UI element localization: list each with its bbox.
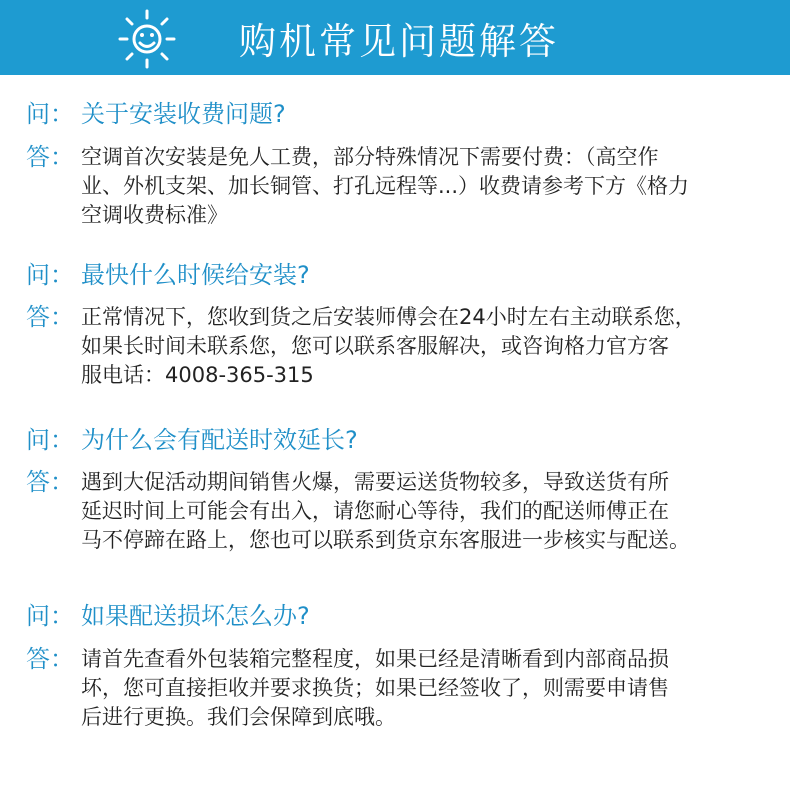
faq-answer-4 [26,645,756,732]
answer-prefix: 答： [26,645,74,673]
answer-line: 遇到大促活动期间销售火爆，需要运送货物较多，导致送货有所 [81,470,669,494]
answer-line: 请首先查看外包装箱完整程度，如果已经是清晰看到内部商品损 [81,647,669,671]
faq-question-4 [26,602,310,631]
answer-line: 延迟时间上可能会有出入，请您耐心等待，我们的配送师傅正在 [81,499,669,523]
answer-prefix: 答： [26,303,74,331]
question-text: 如果配送损坏怎么办? [81,602,310,630]
answer-prefix: 答： [26,468,74,496]
answer-text [81,468,756,555]
answer-line: 正常情况下，您收到货之后安装师傅会在24小时左右主动联系您， [81,305,696,329]
answer-text [81,303,756,390]
page-title: 购机常见问题解答 [239,19,559,63]
answer-line: 后进行更换。我们会保障到底哦。 [81,705,396,729]
answer-line: 坏，您可直接拒收并要求换货；如果已经签收了，则需要申请售 [81,676,669,700]
answer-line: 空调首次安装是免人工费，部分特殊情况下需要付费：（高空作 [81,145,659,169]
question-text: 为什么会有配送时效延长? [81,426,358,454]
question-prefix: 问： [26,426,74,454]
faq-answer-1 [26,143,756,230]
question-prefix: 问： [26,261,74,289]
sun-smiley-icon [114,7,180,69]
answer-line: 空调收费标准》 [81,203,228,227]
faq-answer-2 [26,303,756,390]
answer-prefix: 答： [26,143,74,171]
question-prefix: 问： [26,100,74,128]
faq-question-3 [26,426,358,455]
faq-question-2 [26,261,310,290]
question-prefix: 问： [26,602,74,630]
answer-line: 业、外机支架、加长铜管、打孔远程等...）收费请参考下方《格力 [81,174,690,198]
answer-text [81,645,756,732]
page-header [0,0,790,75]
answer-line: 马不停蹄在路上，您也可以联系到货京东客服进一步核实与配送。 [81,528,690,552]
faq-answer-3 [26,468,756,555]
question-text: 最快什么时候给安装? [81,261,310,289]
answer-line: 服电话：4008-365-315 [81,363,314,387]
answer-text [81,143,756,230]
question-text: 关于安装收费问题? [81,100,286,128]
answer-line: 如果长时间未联系您，您可以联系客服解决，或咨询格力官方客 [81,334,669,358]
faq-question-1 [26,100,286,129]
